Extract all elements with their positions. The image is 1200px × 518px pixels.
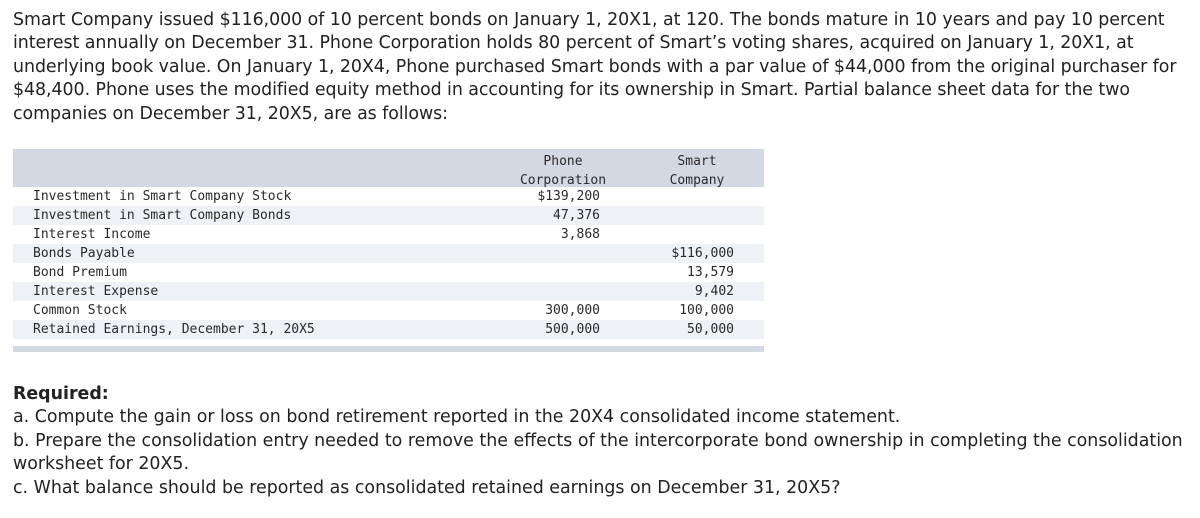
table-row <box>13 301 764 320</box>
table-row <box>13 206 764 225</box>
phone-value: 500,000 <box>545 322 600 337</box>
smart-value: 100,000 <box>679 303 734 318</box>
phone-value: $139,200 <box>537 189 600 204</box>
phone-value: 47,376 <box>553 208 600 223</box>
problem-statement: Smart Company issued $116,000 of 10 percent bonds on January 1, 20X1, at 120. The bonds mature in 10 years and pay 10 percent interest annually on December 31. Phone Corporation holds 80 percent of Smart’s voting shares, acquired on January 1, 20X1, at underlying book value. On January 1, 20X4, Phone purchased Smart bonds with a par value of $44,000 from the original purchaser for $48,400. Phone uses the modified equity method in accounting for its ownership in Smart. Partial balance sheet data for the two companies on December 31, 20X5, are as follows: <box>13 10 1177 124</box>
column-header-phone <box>503 152 623 190</box>
table-header <box>13 149 764 187</box>
column-header-smart <box>649 152 745 190</box>
table-row <box>13 282 764 301</box>
column-header-phone-line2: Corporation <box>519 173 607 188</box>
table-row <box>13 244 764 263</box>
smart-value: 9,402 <box>694 284 734 299</box>
table-row <box>13 225 764 244</box>
required-heading: Required: <box>13 384 109 404</box>
column-header-smart-line2: Company <box>669 173 725 188</box>
table-body <box>13 187 764 339</box>
column-header-smart-line1: Smart <box>677 154 717 169</box>
row-label: Interest Income <box>33 227 151 242</box>
required-item-b: b. Prepare the consolidation entry needed to remove the effects of the intercorporate bond ownership in completing the consolidation worksheet for 20X5. <box>13 430 1183 475</box>
smart-value: 50,000 <box>687 322 734 337</box>
row-label: Investment in Smart Company Bonds <box>33 208 292 223</box>
row-label: Retained Earnings, December 31, 20X5 <box>33 322 315 337</box>
row-label: Interest Expense <box>33 284 159 299</box>
smart-value: 13,579 <box>687 265 734 280</box>
required-section <box>13 383 1198 500</box>
column-header-phone-line1: Phone <box>543 154 583 169</box>
row-label: Investment in Smart Company Stock <box>33 189 292 204</box>
row-label: Common Stock <box>33 303 127 318</box>
required-item-a: a. Compute the gain or loss on bond retirement reported in the 20X4 consolidated income statement. <box>13 407 901 428</box>
table-footer-bar <box>13 346 764 352</box>
required-item-c: c. What balance should be reported as consolidated retained earnings on December 31, 20X5? <box>13 477 841 498</box>
phone-value: 3,868 <box>560 227 600 242</box>
balance-sheet-table <box>13 149 764 352</box>
table-row <box>13 263 764 282</box>
table-row <box>13 187 764 206</box>
smart-value: $116,000 <box>671 246 734 261</box>
row-label: Bonds Payable <box>33 246 135 261</box>
phone-value: 300,000 <box>545 303 600 318</box>
row-label: Bond Premium <box>33 265 127 280</box>
table-row <box>13 320 764 339</box>
